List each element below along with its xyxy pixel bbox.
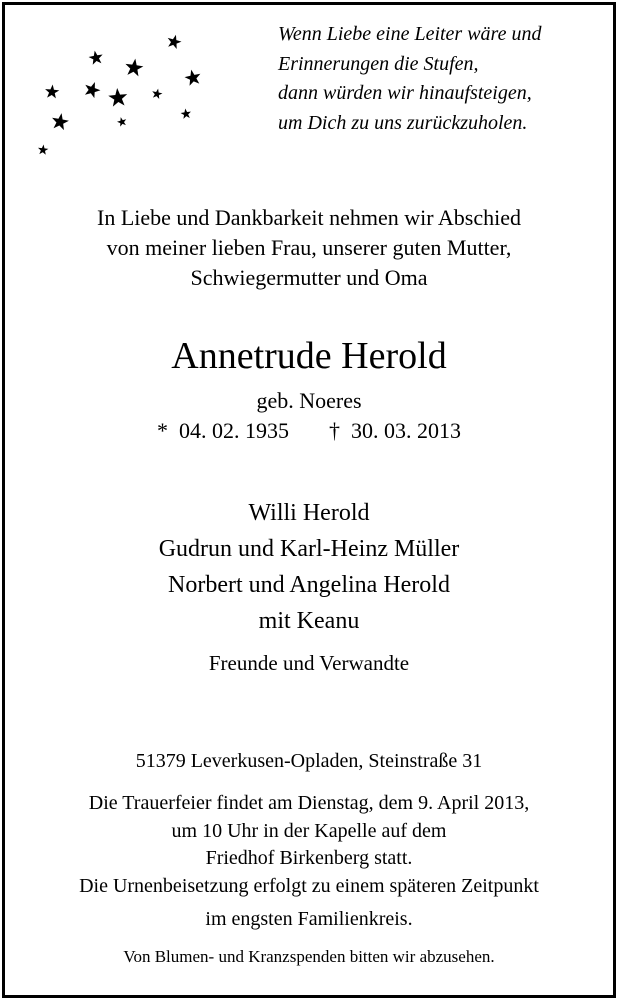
death-date: 30. 03. 2013 (351, 418, 461, 443)
mourner-line: Norbert und Angelina Herold (168, 572, 450, 598)
death-symbol: † (329, 418, 340, 443)
mourner-line: Willi Herold (248, 500, 370, 526)
mourner-line: mit Keanu (258, 608, 360, 634)
address: 51379 Leverkusen-Opladen, Steinstraße 31 (135, 750, 483, 772)
birth-date: 04. 02. 1935 (179, 418, 289, 443)
star-icon (88, 49, 104, 65)
star-icon (183, 68, 202, 86)
deceased-name: Annetrude Herold (171, 335, 447, 377)
flowers-note: Von Blumen- und Kranzspenden bitten wir abzusehen. (123, 947, 495, 966)
poem-line: Erinnerungen die Stufen, (278, 52, 479, 75)
star-icon (180, 108, 192, 119)
intro-line: von meiner lieben Frau, unserer guten Mutter, (106, 235, 512, 260)
star-icon (124, 57, 144, 77)
stars-decoration (30, 26, 220, 166)
poem-line: dann würden wir hinaufsteigen, (278, 82, 532, 104)
mourners-list (0, 495, 618, 639)
star-icon (82, 79, 102, 99)
ceremony-line: um 10 Uhr in der Kapelle auf dem (171, 819, 447, 842)
star-icon (44, 84, 59, 99)
star-icon (37, 144, 48, 155)
ceremony-line: Friedhof Birkenberg statt. (205, 847, 413, 869)
poem-line: um Dich zu uns zurückzuholen. (278, 111, 528, 134)
birth-symbol: * (157, 418, 168, 443)
farewell-intro (0, 203, 618, 293)
star-icon (116, 116, 128, 127)
star-icon (151, 88, 163, 100)
poem-line: Wenn Liebe eine Leiter wäre und (278, 23, 542, 45)
maiden-name: geb. Noeres (256, 388, 362, 413)
intro-line: Schwiegermutter und Oma (190, 265, 428, 290)
friends-and-relatives: Freunde und Verwandte (208, 651, 410, 675)
ceremony-line: im engsten Familienkreis. (205, 908, 413, 930)
poem (278, 20, 598, 138)
ceremony-line: Die Urnenbeisetzung erfolgt zu einem späteren Zeitpunkt (79, 874, 539, 897)
life-dates (0, 416, 618, 446)
ceremony-line: Die Trauerfeier findet am Dienstag, dem 9. April 2013, (88, 792, 530, 814)
intro-line: In Liebe und Dankbarkeit nehmen wir Abschied (97, 205, 521, 230)
star-icon (166, 33, 183, 50)
ceremony-info (0, 790, 618, 934)
star-icon (108, 87, 129, 107)
star-icon (50, 112, 70, 131)
mourner-line: Gudrun und Karl-Heinz Müller (158, 536, 460, 562)
